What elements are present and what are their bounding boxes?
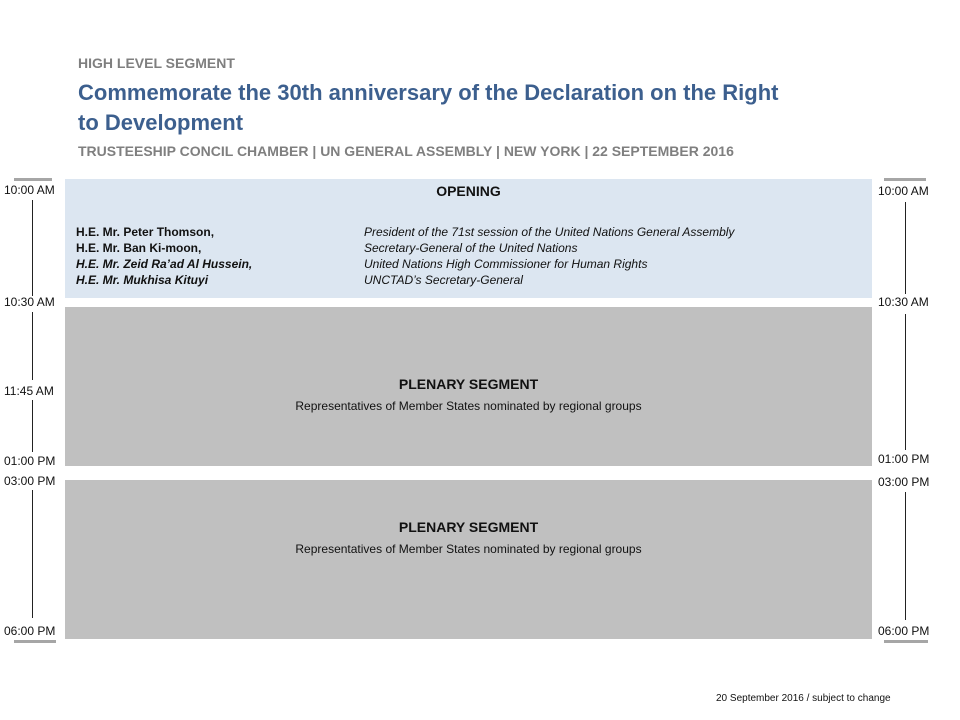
right-timeline-3	[905, 492, 906, 620]
speaker-role: UNCTAD’s Secretary-General	[364, 273, 523, 287]
plenary-block-2	[65, 480, 872, 639]
speaker-role: Secretary-General of the United Nations	[364, 241, 578, 255]
right-timeline-2	[905, 314, 906, 450]
plenary-subtitle: Representatives of Member States nominated by regional groups	[295, 542, 642, 556]
left-time-1030: 10:30 AM	[4, 295, 55, 309]
speaker-name: H.E. Mr. Ban Ki-moon,	[76, 241, 202, 255]
right-time-1300: 01:00 PM	[878, 452, 930, 466]
right-time-1030: 10:30 AM	[878, 295, 929, 309]
speaker-row	[76, 240, 866, 256]
left-time-1145: 11:45 AM	[4, 384, 54, 398]
plenary-subtitle: Representatives of Member States nominated by regional groups	[295, 399, 642, 413]
left-top-cap	[14, 178, 52, 181]
left-timeline-3	[32, 400, 33, 452]
left-timeline-2	[32, 312, 33, 380]
opening-block	[65, 179, 872, 298]
speaker-role: President of the 71st session of the United Nations General Assembly	[364, 225, 735, 239]
right-time-1800: 06:00 PM	[878, 624, 930, 638]
segment-kicker: HIGH LEVEL SEGMENT	[78, 55, 235, 71]
footer-note: 20 September 2016 / subject to change	[716, 693, 891, 704]
right-bottom-cap	[884, 640, 928, 643]
left-time-1300: 01:00 PM	[4, 454, 56, 468]
speaker-name: H.E. Mr. Mukhisa Kituyi	[76, 273, 209, 287]
speaker-row	[76, 272, 866, 288]
left-time-1000: 10:00 AM	[4, 183, 55, 197]
plenary-block-1	[65, 307, 872, 466]
speaker-name: H.E. Mr. Peter Thomson,	[76, 225, 215, 239]
speaker-name: H.E. Mr. Zeid Ra’ad Al Hussein,	[76, 257, 253, 271]
opening-heading: OPENING	[436, 183, 501, 199]
plenary-heading: PLENARY SEGMENT	[398, 376, 539, 392]
right-timeline-1	[905, 202, 906, 294]
page-title: Commemorate the 30th anniversary of the Declaration on the Right to Development	[78, 80, 779, 135]
venue-line: TRUSTEESHIP CONCIL CHAMBER | UN GENERAL ASSEMBLY | NEW YORK | 22 SEPTEMBER 2016	[78, 143, 734, 159]
left-time-1500: 03:00 PM	[4, 474, 56, 488]
speaker-list	[76, 224, 866, 288]
right-time-1500: 03:00 PM	[878, 475, 930, 489]
speaker-row	[76, 256, 866, 272]
speaker-row	[76, 224, 866, 240]
plenary-heading: PLENARY SEGMENT	[398, 519, 539, 535]
left-time-1800: 06:00 PM	[4, 624, 56, 638]
speaker-role: United Nations High Commissioner for Human Rights	[364, 257, 648, 271]
right-time-1000: 10:00 AM	[878, 184, 929, 198]
left-timeline-1	[32, 200, 33, 296]
left-bottom-cap	[14, 640, 56, 643]
right-top-cap	[884, 178, 926, 181]
left-timeline-4	[32, 490, 33, 618]
